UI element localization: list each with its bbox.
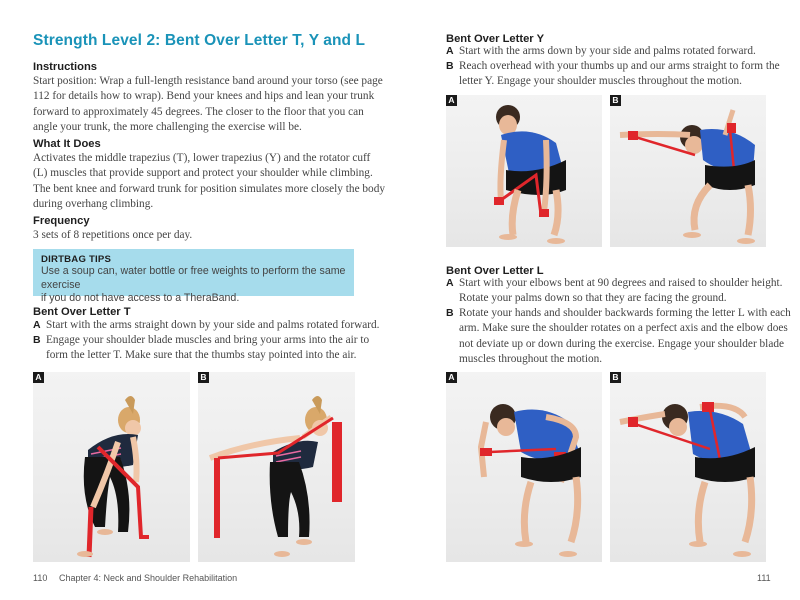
text-line: Start with your elbows bent at 90 degrees and raised to shoulder height. [459,277,783,289]
text-line: if you do not have access to a TheraBand. [41,292,240,305]
text-line: (L) muscles that provide support and protect your shoulder while climbing. [33,167,373,180]
woman-exercise-illustration [198,372,355,562]
text-line: Reach overhead with your thumbs up and our arms straight to form the [459,60,780,72]
step-letter: B [446,307,454,319]
letter-t-step-a [33,318,380,333]
text-line: form the letter T. Make sure that the thumbs stay pointed into the air. [46,349,357,362]
text-line: not deviate up or down during the exercise. Engage your shoulder blade [459,337,785,350]
frequency-heading: Frequency [33,215,90,227]
dirtbag-tips-box [33,249,354,305]
text-line: Start with the arms straight down by your side and palms rotated forward. [46,319,380,331]
what-it-does-heading: What It Does [33,138,101,150]
text-line: Rotate your palms down so that they are facing the ground. [459,292,727,305]
page-number-left: 110 [33,573,48,583]
letter-l-step-a [446,276,782,307]
text-line: Start position: Wrap a full-length resistance band around your torso (see page [33,75,383,87]
photo-label-a: A [446,95,457,106]
photo-letter-l-a [446,372,602,562]
letter-l-step-b [446,306,791,368]
text-line: angle your trunk, the more challenging the exercise will be. [33,121,302,134]
man-exercise-illustration [446,95,602,247]
text-line: Engage your shoulder blade muscles and bring your arms into the air to [46,334,370,346]
step-letter: B [33,334,41,346]
man-exercise-illustration [610,95,766,247]
letter-t-step-b [33,333,369,364]
instructions-text [33,74,383,136]
text-line: letter Y. Engage your shoulder muscles throughout the motion. [459,75,743,88]
photo-label-b: B [198,372,209,383]
step-text [459,59,780,90]
photo-label-a: A [446,372,457,383]
tip-text [41,265,354,306]
photo-letter-y-b [610,95,766,247]
text-line: arm. Make sure the shoulder rotates on a perfect axis and the elbow does [459,322,788,335]
frequency-text: 3 sets of 8 repetitions once per day. [33,229,193,241]
what-it-does-text [33,151,385,213]
step-letter: B [446,60,454,72]
text-line: Start with the arms down by your side and palms rotated forward. [459,45,756,57]
text-line: Rotate your hands and shoulder backwards forming the letter L with each [459,307,791,319]
man-exercise-illustration [610,372,766,562]
photo-letter-t-a [33,372,190,562]
step-text [459,306,791,368]
photo-letter-t-b [198,372,355,562]
letter-l-heading: Bent Over Letter L [446,265,544,277]
photo-label-a: A [33,372,44,383]
step-letter: A [33,319,41,331]
text-line: forward to approximately 45 degrees. The closer to the floor that you can [33,105,364,118]
step-letter: A [446,277,454,289]
text-line: during overhang climbing. [33,198,154,211]
page-number-right: 111 [757,573,771,583]
woman-exercise-illustration [33,372,190,562]
page-title: Strength Level 2: Bent Over Letter T, Y and L [33,32,366,49]
photo-letter-y-a [446,95,602,247]
step-text [459,276,782,307]
step-text [46,333,369,364]
man-exercise-illustration [446,372,602,562]
letter-y-step-a [446,44,756,59]
step-text [46,318,380,333]
chapter-footer: Chapter 4: Neck and Shoulder Rehabilitation [59,573,238,583]
step-letter: A [446,45,454,57]
instructions-heading: Instructions [33,61,98,73]
photo-label-b: B [610,372,621,383]
text-line: 112 for details how to wrap). Bend your knees and hips and lean your trunk [33,90,375,103]
text-line: Use a soup can, water bottle or free weights to perform the same exercise [41,265,346,291]
letter-y-step-b [446,59,780,90]
step-text [459,44,756,59]
text-line: Activates the middle trapezius (T), lower trapezius (Y) and the rotator cuff [33,152,371,164]
text-line: The bent knee and forward trunk for position simulates more closely the body [33,182,385,195]
letter-y-heading: Bent Over Letter Y [446,33,545,45]
tip-heading: DIRTBAG TIPS [41,254,112,265]
letter-t-heading: Bent Over Letter T [33,306,131,318]
text-line: muscles throughout the motion. [459,353,603,366]
photo-letter-l-b [610,372,766,562]
right-page [400,0,800,600]
photo-label-b: B [610,95,621,106]
